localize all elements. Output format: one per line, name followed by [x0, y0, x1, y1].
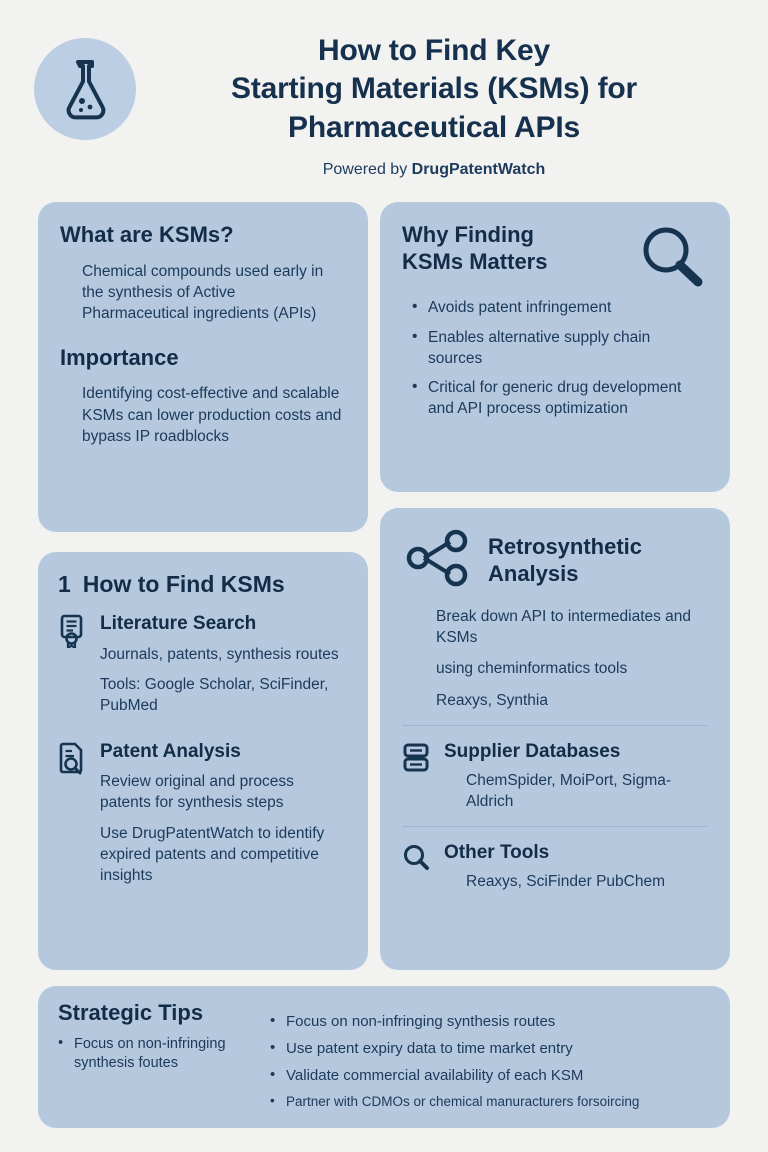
importance-body: Identifying cost-effective and scalable KSMs can lower production costs and bypass IP roadblocks — [82, 385, 342, 445]
what-body: Chemical compounds used early in the synthesis of Active Pharmaceutical ingredients (APIs) — [82, 262, 324, 323]
database-icon — [402, 740, 432, 774]
header — [0, 0, 768, 179]
find-header — [58, 570, 348, 598]
why-heading-line-2: KSMs Matters — [402, 248, 548, 274]
supplier-databases-text: ChemSpider, MoiPort, Sigma-Aldrich — [466, 771, 672, 810]
importance-heading: Importance — [60, 344, 179, 370]
list-item: • Enables alternative supply chain sources — [412, 328, 708, 370]
retro-heading — [488, 528, 642, 588]
retro-heading-line-2: Analysis — [488, 560, 579, 586]
header-text — [136, 26, 732, 179]
supplier-databases-body — [444, 740, 708, 812]
title-line-2: Starting Materials (KSMs) for — [231, 72, 637, 106]
divider — [402, 826, 708, 827]
supplier-databases-section — [402, 740, 708, 812]
other-tools-body — [444, 841, 665, 892]
find-heading: How to Find KSMs — [82, 571, 285, 597]
retro-header — [402, 528, 708, 590]
other-tools-title: Other Tools — [444, 842, 550, 864]
step-number: 1 — [58, 571, 71, 597]
tips-left-list — [58, 1035, 266, 1074]
literature-search-line-2: Tools: Google Scholar, SciFinder, PubMed — [100, 676, 329, 715]
card-retrosynthetic-analysis — [380, 508, 730, 970]
powered-by-brand: DrugPatentWatch — [411, 161, 546, 179]
tips-left — [58, 1000, 266, 1118]
literature-search-line-1: Journals, patents, synthesis routes — [100, 645, 339, 663]
list-item: • Avoids patent infringement — [412, 298, 708, 319]
other-tools-section — [402, 841, 708, 892]
magnifier-icon — [636, 222, 708, 288]
patent-analysis-item — [58, 740, 348, 896]
document-search-icon — [58, 740, 88, 896]
retro-line-2: using cheminformatics tools — [436, 660, 628, 678]
retro-heading-line-1: Retrosynthetic — [488, 534, 643, 559]
literature-search-title: Literature Search — [100, 613, 257, 635]
patent-analysis-line-1: Review original and process patents for synthesis steps — [100, 773, 294, 812]
why-heading — [402, 222, 547, 276]
why-heading-line-1: Why Finding — [402, 222, 534, 247]
card-what-are-ksms — [38, 202, 368, 532]
card-why-ksms-matter — [380, 202, 730, 492]
patent-analysis-body — [100, 740, 348, 896]
what-heading: What are KSMs? — [60, 222, 234, 247]
other-tools-text: Reaxys, SciFinder PubChem — [466, 872, 665, 890]
flask-icon — [56, 58, 114, 120]
supplier-databases-title: Supplier Databases — [444, 740, 621, 762]
page-title — [142, 32, 726, 147]
list-item: • Critical for generic drug development and API process optimization — [412, 378, 708, 420]
divider — [402, 725, 708, 726]
list-item: • Partner with CDMOs or chemical manuracturers forsoircing — [270, 1093, 710, 1111]
tips-heading: Strategic Tips — [58, 1000, 204, 1025]
literature-search-item — [58, 612, 348, 725]
retro-line-1: Break down API to intermediates and KSMs — [436, 608, 692, 647]
logo-badge — [34, 38, 136, 140]
list-item: • Focus on non-infringing synthesis routes — [270, 1012, 710, 1032]
certificate-icon — [58, 612, 88, 725]
title-line-1: How to Find Key — [318, 34, 550, 67]
powered-by — [142, 161, 726, 179]
list-item: • Focus on non-infringing synthesis foutes — [58, 1035, 266, 1074]
powered-by-prefix: Powered by — [322, 161, 412, 179]
literature-search-body — [100, 612, 348, 725]
tips-wrap — [58, 1000, 710, 1118]
list-item: • Use patent expiry data to time market entry — [270, 1039, 710, 1059]
why-header — [402, 222, 708, 288]
molecule-icon — [402, 528, 474, 590]
retro-body — [436, 606, 708, 711]
title-line-3: Pharmaceutical APIs — [288, 110, 580, 144]
card-strategic-tips — [38, 986, 730, 1128]
magnifier-icon — [402, 841, 432, 873]
patent-analysis-title: Patent Analysis — [100, 740, 241, 762]
card-how-to-find-ksms — [38, 552, 368, 970]
retro-line-3: Reaxys, Synthia — [436, 691, 548, 709]
tips-right — [270, 1000, 710, 1118]
tips-right-list — [270, 1012, 710, 1111]
why-bullet-list — [412, 298, 708, 420]
patent-analysis-line-2: Use DrugPatentWatch to identify expired patents and competitive insights — [100, 824, 325, 885]
list-item: • Validate commercial availability of each KSM — [270, 1066, 710, 1086]
